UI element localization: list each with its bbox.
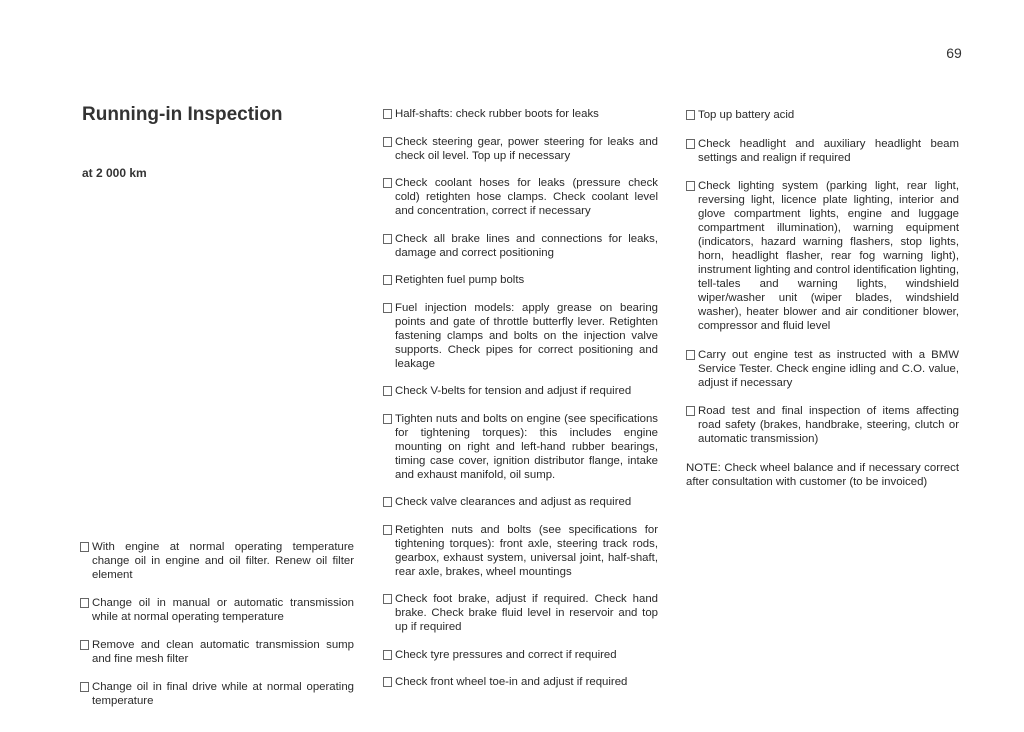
checklist-item-text: Change oil in final drive while at normal operating temperature [92,681,354,707]
checklist-item-text: Retighten fuel pump bolts [395,274,525,286]
checkbox-icon [80,542,89,552]
checklist-item-text: With engine at normal operating temperature change oil in engine and oil filter. Renew oil filter element [92,541,354,581]
checklist-item-text: Retighten nuts and bolts (see specifications for tightening torques): front axle, steering track rods, gearbox, exhaust system, universal joint, half-shaft, rear axle, brakes, wheel mountings [395,523,658,578]
checkbox-icon [383,386,392,396]
checklist-item-text: Top up battery acid [698,109,795,121]
checkbox-icon [383,525,392,535]
checkbox-icon [686,110,695,120]
checklist-item [383,648,658,662]
checklist-item-text: Carry out engine test as instructed with a BMW Service Tester. Check engine idling and C.O. value, adjust if necessary [698,348,959,389]
checklist-column-1 [80,540,354,722]
checklist-item-text: Check all brake lines and connections for leaks, damage and correct positioning [395,232,658,259]
checklist-item [383,273,658,287]
checkbox-icon [80,640,89,650]
checkbox-icon [686,406,695,416]
checklist-item [686,179,959,333]
checkbox-icon [383,497,392,507]
checklist-item [383,495,658,509]
checklist-item [80,540,354,582]
checklist-item-text: Check headlight and auxiliary headlight beam settings and realign if required [698,137,959,164]
checklist-item [383,301,658,371]
page-title: Running-in Inspection [82,104,283,125]
checkbox-icon [383,414,392,424]
checkbox-icon [80,598,89,608]
checklist-item-text: Fuel injection models: apply grease on bearing points and gate of throttle butterfly lever. Retighten fastening clamps and bolts on the injection valve supports. Check pipes for correct positioning and leakage [395,301,658,370]
checklist-item-text: Half-shafts: check rubber boots for leaks [395,108,599,120]
checklist-item [686,137,959,165]
checkbox-icon [383,650,392,660]
checkbox-icon [383,109,392,119]
checklist-item [383,384,658,398]
checkbox-icon [383,677,392,687]
checklist-item-text: Road test and final inspection of items affecting road safety (brakes, handbrake, steering, clutch or automatic transmission) [698,405,959,445]
checklist-item [383,232,658,260]
checklist-item [383,592,658,634]
checklist-item [686,348,959,390]
checklist-item [383,176,658,218]
checklist-item-text: Check V-belts for tension and adjust if required [395,385,632,397]
checklist-item [383,412,658,482]
checklist-item-text: Check front wheel toe-in and adjust if required [395,676,628,688]
checklist-item-text: Check lighting system (parking light, rear light, reversing light, licence plate lighting, interior and glove compartment lights, engine and luggage compartment illumination), warning equipment (indicators, hazard warning flashers, stop lights, horn, headlight flasher, rear fog warning light), instrument lighting and control identification lighting, tell-tales and warning lights, windshield wiper/washer unit (wiper blades, windshield washer), heater blower and air conditioner blower, compressor and fluid level [698,180,959,332]
checklist-item [383,675,658,689]
checklist-item-text: Check valve clearances and adjust as required [395,496,632,508]
checklist-column-3 [686,108,959,489]
checkbox-icon [383,178,392,188]
checklist-item-text: Check foot brake, adjust if required. Check hand brake. Check brake fluid level in reservoir and top up if required [395,593,658,633]
checklist-column-2 [383,107,658,703]
checklist-item [80,596,354,624]
page-number: 69 [946,45,962,61]
checklist-item-text: Check steering gear, power steering for leaks and check oil level. Top up if necessary [395,135,658,162]
note-text: NOTE: Check wheel balance and if necessary correct after consultation with customer (to be invoiced) [686,461,959,488]
checkbox-icon [383,594,392,604]
checkbox-icon [383,137,392,147]
checklist-item [383,523,658,579]
checklist-item-text: Tighten nuts and bolts on engine (see specifications for tightening torques): this includes engine mounting on right and left-hand rubber bearings, timing case cover, ignition distributor flange, intake and exhaust manifold, oil sump. [395,412,658,481]
checklist-item [383,107,658,121]
checkbox-icon [686,350,695,360]
checkbox-icon [686,139,695,149]
checklist-item-text: Remove and clean automatic transmission sump and fine mesh filter [92,639,354,665]
checklist-item [686,404,959,446]
checkbox-icon [383,275,392,285]
checklist-item [80,680,354,708]
page-subtitle: at 2 000 km [82,166,147,180]
checkbox-icon [383,303,392,313]
checklist-item [383,135,658,163]
checklist-item [80,638,354,666]
checkbox-icon [686,181,695,191]
checklist-item [686,108,959,122]
checkbox-icon [80,682,89,692]
checklist-item-text: Change oil in manual or automatic transmission while at normal operating temperature [92,597,354,623]
checklist-item-text: Check tyre pressures and correct if required [395,648,617,661]
checkbox-icon [383,234,392,244]
checklist-item-text: Check coolant hoses for leaks (pressure check cold) retighten hose clamps. Check coolant level and concentration, correct if necessary [395,177,658,217]
